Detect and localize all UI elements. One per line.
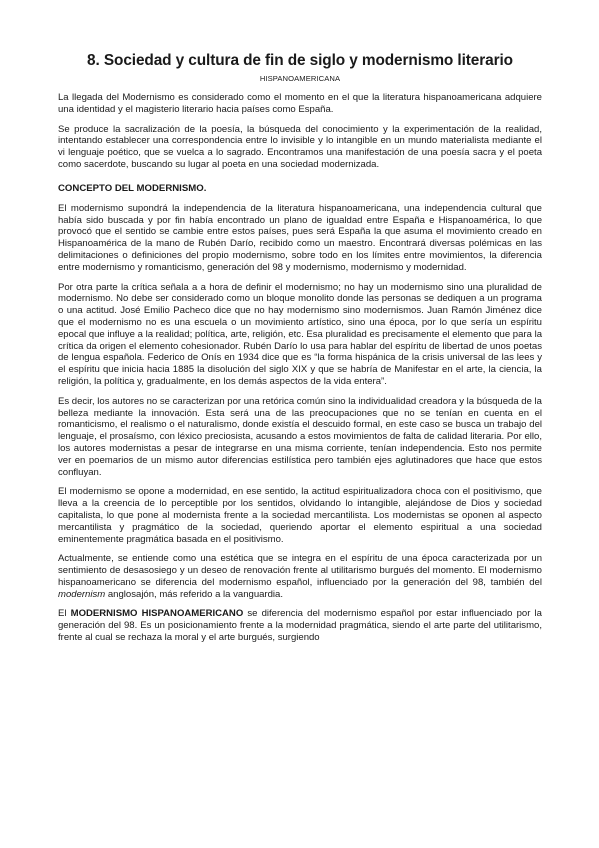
paragraph-text: Actualmente, se entiende como una estética que se integra en el espíritu de una época caracterizada por un sentimiento de desasosiego y un deseo de renovación frente al utilitarismo burgués del momento. El modernismo hispanoamericano se diferencia del modernismo español, influenciado por la generación del 98, también del — [58, 553, 542, 588]
section-heading: CONCEPTO DEL MODERNISMO. — [58, 182, 207, 194]
paragraph-text: El — [58, 608, 71, 620]
section-paragraph-4: El modernismo se opone a modernidad, en ese sentido, la actitud espiritualizadora choca con el positivismo, que lleva a la creencia de lo perceptible por los sentidos, olvidando lo intangible, alejándose de Dios y sociedad capitalista, lo que pone al modernista frente a la sociedad mercantilista. Los modernistas se oponen al aspecto mercantilista y pragmático de la sociedad, queriendo aportar el elemento espiritual a una sociedad eminentemente pragmática basada en el positivismo. — [58, 486, 542, 545]
intro-paragraph-2: Se produce la sacralización de la poesía, la búsqueda del conocimiento y la experimentación de la realidad, intentando establecer una correspondencia entre lo invisible y lo intangible en un mundo materialista mediante el vi lenguaje poético, que se vuelca a lo sagrado. Encontramos una manifestación de una poesía sacra y el poeta como sacerdote, buscando su lugar al poeta en una sociedad modernizada. — [58, 123, 542, 170]
section-paragraph-1: El modernismo supondrá la independencia de la literatura hispanoamericana, una independencia cultural que había sido buscada y por fin había encontrado un plano de igualdad entre España e Hispanoamérica, lo que provocó que el sentido se cambie entre estos países, pues será España la que asuma el movimiento creado en Hispanoamérica de la mano de Rubén Darío, recibido como un maestro. Encontrará diversas polémicas en las delimitaciones o definiciones del propio modernismo, sobre todo en los límites entre movimientos, la diferencia entre modernismo y romanticismo, generación del 98 y modernismo, modernismo y modernidad. — [58, 202, 542, 273]
document-page — [58, 52, 542, 652]
paragraph-text: se diferencia del modernismo español por estar influenciado por la generación del 98. Es un posicionamiento frente a la modernidad pragmática, siendo el arte parte del utilitarismo, frente al cual se rechaza la moral y el arte burgués, surgiendo — [58, 608, 542, 644]
section-paragraph-6 — [58, 608, 542, 643]
page-subtitle: HISPANOAMERICANA — [259, 74, 341, 83]
section-paragraph-5 — [58, 553, 542, 600]
section-paragraph-2: Por otra parte la crítica señala a a hora de definir el modernismo; no hay un modernismo sino una pluralidad de modernismo. No debe ser considerado como un bloque monolito donde las personas se dediquen a un programa o una actitud. José Emilio Pacheco dice que no hay modernismo sino modernismos. Juan Ramón Jiménez dice que el modernismo no es una escuela o un movimiento artístico, sino una época, por lo que sería un espíritu epocal que influye a la realidad; política, arte, religión, etc. Esa pluralidad es precisamente el elemento que para la crítica da origen el elemento cohesionador. Rubén Darío lo usa para hablar del espíritu de libertad de unos poetas de lengua española. Federico de Onís en 1934 dice que es “la forma hispánica de la crisis universal de las lees y el espíritu que inicia hacia 1885 la disolución del siglo XIX y que se habría de Manifestar en el arte, la ciencia, la religión, la política y, gradualmente, en los demás aspectos de la vida entera”. — [58, 281, 543, 387]
italic-term: modernism — [58, 588, 106, 600]
intro-paragraph-1: La llegada del Modernismo es considerado como el momento en el que la literatura hispanoamericana adquiere una identidad y el magisterio literario hacia países como España. — [58, 92, 542, 115]
section-paragraph-3: Es decir, los autores no se caracterizan por una retórica común sino la individualidad creadora y la búsqueda de la belleza mediante la innovación. Esta será una de las preocupaciones que no se tenían en cuenta en el romanticismo, el realismo o el naturalismo, donde existía el descuido formal, en este caso se busca un trabajo del lenguaje, el prosaísmo, con léxico preciosista, acusando a estos movimientos de falta de calidad literaria. Por ello, los autores modernistas a pesar de integrarse en una misma corriente, tenían independencia. Esto nos permite ver en poemarios de un mismo autor diferencias estilística pero también ejes aglutinadores que hace que estos confluyan. — [58, 395, 542, 478]
page-title: 8. Sociedad y cultura de fin de siglo y modernismo literario — [87, 52, 513, 69]
paragraph-text: anglosajón, más referido a la vanguardia. — [105, 588, 284, 600]
bold-term: MODERNISMO HISPANOAMERICANO — [70, 608, 244, 620]
